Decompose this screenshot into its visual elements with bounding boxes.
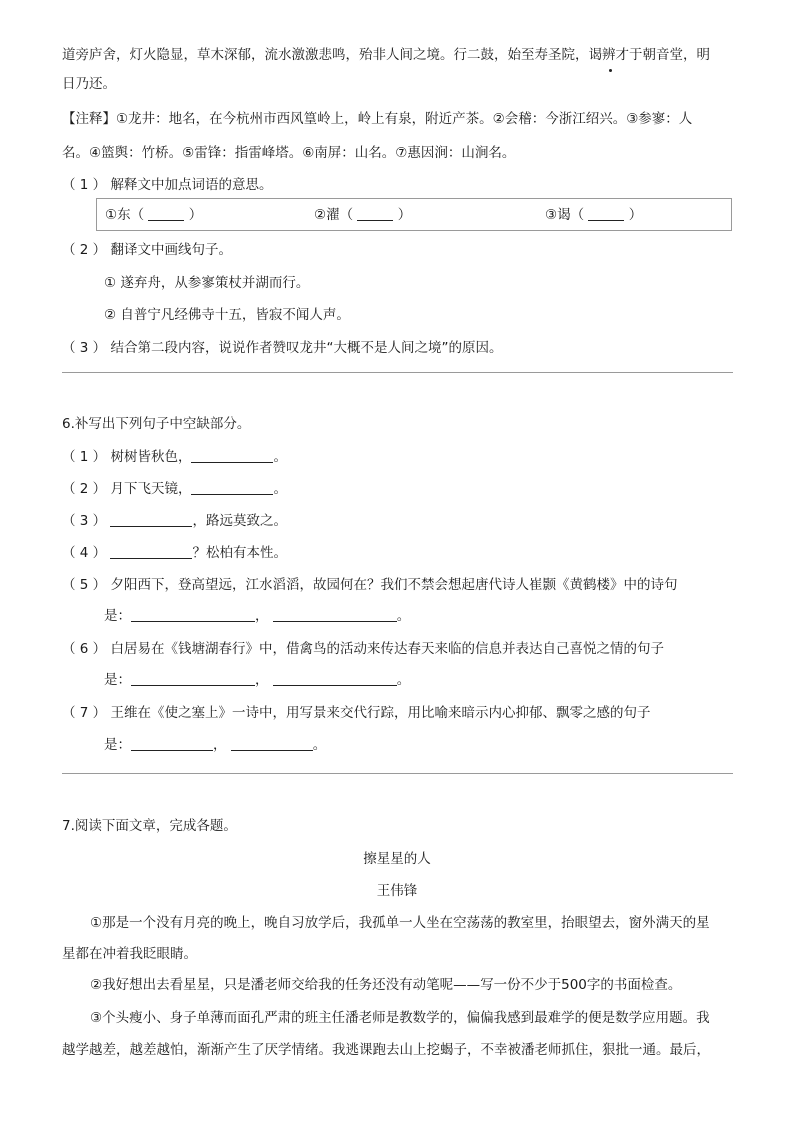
article-paragraph-3-cont: 越学越差，越差越怕，渐渐产生了厌学情绪。我逃课跑去山上挖蝎子，不幸被潘老师抓住，狠批一通。最后， xyxy=(62,1042,710,1058)
translation-item-2: ② 自普宁凡经佛寺十五，皆寂不闻人声。 xyxy=(104,307,350,323)
section-divider xyxy=(62,372,733,373)
answer-blank[interactable] xyxy=(231,736,313,751)
word-item-1: ①东（ ） xyxy=(105,207,203,223)
fill-item-1: （ 1 ） 树树皆秋色， 。 xyxy=(62,449,287,465)
section-divider xyxy=(62,773,733,774)
article-paragraph-3: ③个头瘦小、身子单薄而面孔严肃的班主任潘老师是教数学的，偏偏我感到最难学的便是数学应用题。我 xyxy=(90,1010,710,1026)
translation-item-1: ① 遂弃舟，从参寥策杖并湖而行。 xyxy=(104,275,310,291)
answer-blank[interactable] xyxy=(131,671,255,686)
answer-blank[interactable] xyxy=(110,512,192,527)
answer-blank[interactable] xyxy=(110,544,192,559)
fill-item-5-prompt: （ 5 ） 夕阳西下，登高望远，江水滔滔，故园何在？我们不禁会想起唐代诗人崔颢《黄鹤楼》中的诗句 xyxy=(62,577,678,593)
annotation-line: 【注释】①龙井：地名，在今杭州市西风篁岭上，岭上有泉，附近产茶。②会稽：今浙江绍兴。③参寥：人 xyxy=(62,111,693,127)
article-paragraph-1: ①那是一个没有月亮的晚上，晚自习放学后，我孤单一人坐在空荡荡的教室里，抬眼望去，窗外满天的星 xyxy=(90,915,710,931)
passage-line: 日乃还。 xyxy=(62,76,116,92)
word-meaning-box xyxy=(96,198,732,231)
fill-item-7-prompt: （ 7 ） 王维在《使之塞上》一诗中，用写景来交代行踪，用比喻来暗示内心抑郁、飘零之感的句子 xyxy=(62,705,651,721)
fill-item-6-prompt: （ 6 ） 白居易在《钱塘湖春行》中，借禽鸟的活动来传达春天来临的信息并表达自己喜悦之情的句子 xyxy=(62,641,664,657)
passage-line: 道旁庐舍，灯火隐显，草木深郁，流水激激悲鸣，殆非人间之境。行二鼓，始至寿圣院，谒辨才于朝音堂，明 xyxy=(62,47,710,63)
emphasis-dot xyxy=(609,69,612,72)
fill-item-2: （ 2 ） 月下飞天镜， 。 xyxy=(62,481,287,497)
answer-blank[interactable] xyxy=(191,448,273,463)
fill-item-5-answer: 是： ， 。 xyxy=(104,608,411,624)
annotation-line: 名。④篮舆：竹桥。⑤雷锋：指雷峰塔。⑥南屏：山名。⑦惠因涧：山涧名。 xyxy=(62,145,516,161)
word-item-2: ②濯（ ） xyxy=(314,207,412,223)
question-6-title: 6.补写出下列句子中空缺部分。 xyxy=(62,416,251,432)
answer-blank[interactable] xyxy=(588,206,624,221)
answer-blank[interactable] xyxy=(357,206,393,221)
subquestion-3: （ 3 ） 结合第二段内容，说说作者赞叹龙井“大概不是人间之境”的原因。 xyxy=(62,340,503,356)
question-7-title: 7.阅读下面文章，完成各题。 xyxy=(62,818,237,834)
answer-blank[interactable] xyxy=(191,480,273,495)
answer-blank[interactable] xyxy=(131,736,213,751)
fill-item-6-answer: 是： ， 。 xyxy=(104,672,411,688)
word-item-3: ③谒（ ） xyxy=(545,207,643,223)
answer-blank[interactable] xyxy=(273,607,397,622)
article-paragraph-2: ②我好想出去看星星，只是潘老师交给我的任务还没有动笔呢——写一份不少于500字的书面检查。 xyxy=(90,977,682,993)
subquestion-1: （ 1 ） 解释文中加点词语的意思。 xyxy=(62,177,273,193)
answer-blank[interactable] xyxy=(273,671,397,686)
fill-item-7-answer: 是： ， 。 xyxy=(104,737,327,753)
fill-item-3: （ 3 ） ，路远莫致之。 xyxy=(62,513,287,529)
answer-blank[interactable] xyxy=(131,607,255,622)
subquestion-2: （ 2 ） 翻译文中画线句子。 xyxy=(62,242,232,258)
fill-item-4: （ 4 ） ？松柏有本性。 xyxy=(62,545,287,561)
article-author: 王伟锋 xyxy=(376,883,418,899)
answer-blank[interactable] xyxy=(148,206,184,221)
article-paragraph-1-cont: 星都在冲着我眨眼睛。 xyxy=(62,946,197,962)
article-title: 擦星星的人 xyxy=(363,851,431,867)
